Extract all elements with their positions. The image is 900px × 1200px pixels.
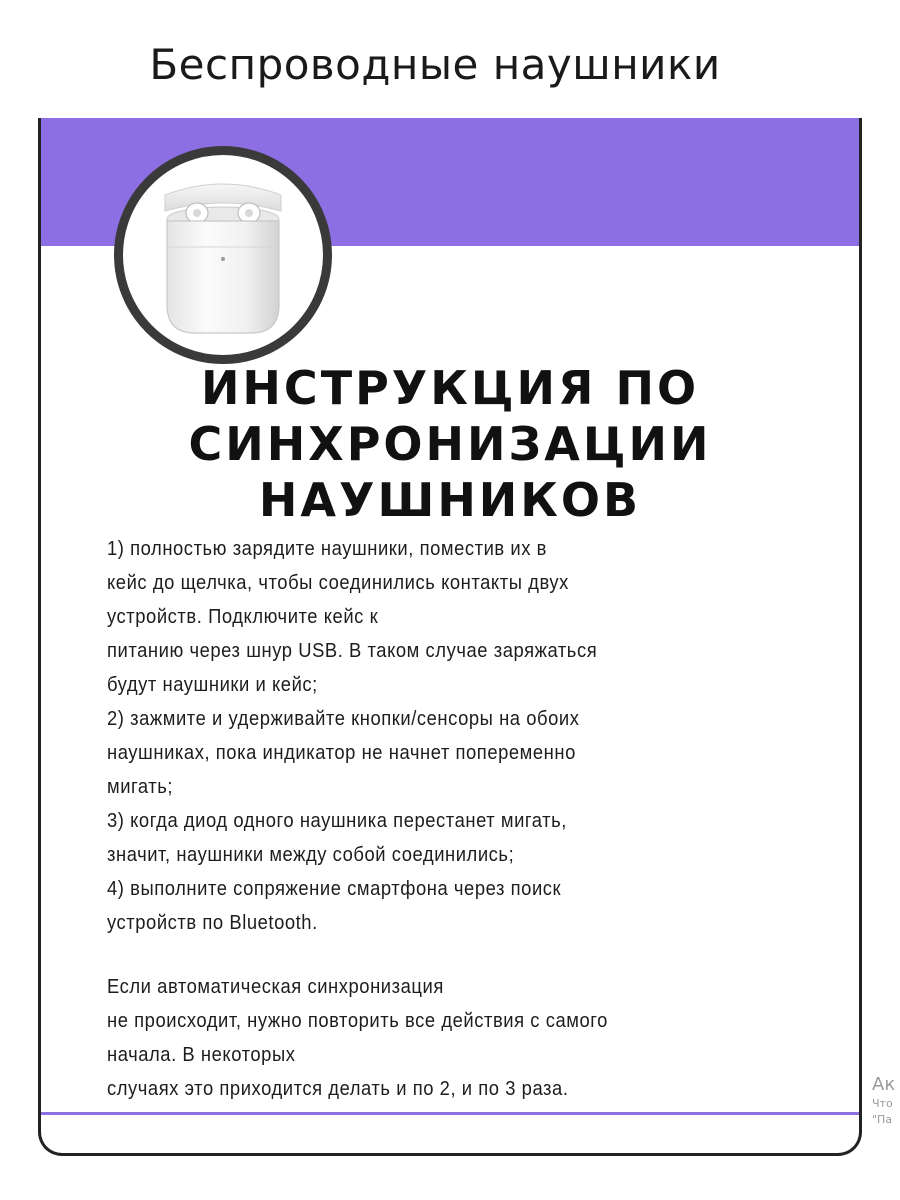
instruction-line: 2) зажмите и удерживайте кнопки/сенсоры на обоих	[107, 708, 580, 730]
paragraph-gap	[107, 940, 751, 970]
instruction-line: питанию через шнур USB. В таком случае заряжаться	[107, 640, 598, 662]
note-line: начала. В некоторых	[107, 1044, 296, 1066]
instruction-line: устройств. Подключите кейс к	[107, 606, 379, 628]
instruction-line: 3) когда диод одного наушника перестанет мигать,	[107, 810, 567, 832]
instruction-line: будут наушники и кейс;	[107, 674, 318, 696]
headline-line-1: ИНСТРУКЦИЯ ПО	[200, 361, 700, 415]
instruction-body	[107, 532, 751, 1106]
instruction-line: значит, наушники между собой соединились;	[107, 844, 515, 866]
overlay-line-2: Что	[872, 1097, 893, 1110]
overlay-line-3: "Па	[872, 1113, 893, 1126]
bottom-divider	[41, 1112, 859, 1115]
overlay-line-1: Ак	[872, 1074, 896, 1095]
instruction-line: наушниках, пока индикатор не начнет попеременно	[107, 742, 576, 764]
page-title: Беспроводные наушники	[149, 40, 721, 89]
note-line: Если автоматическая синхронизация	[107, 976, 444, 998]
side-overlay-text	[872, 1074, 900, 1128]
earbuds-case-icon	[123, 155, 323, 355]
instruction-headline	[41, 360, 859, 528]
note-line: случаях это приходится делать и по 2, и по 3 раза.	[107, 1078, 569, 1100]
note-line: не происходит, нужно повторить все действия с самого	[107, 1010, 608, 1032]
headline-line-3: НАУШНИКОВ	[258, 473, 642, 527]
product-image-frame	[114, 146, 332, 364]
instruction-line: 4) выполните сопряжение смартфона через поиск	[107, 878, 562, 900]
instruction-line: мигать;	[107, 776, 174, 798]
instruction-card	[38, 118, 862, 1156]
instruction-line: устройств по Bluetooth.	[107, 912, 318, 934]
instruction-line: 1) полностью зарядите наушники, поместив их в	[107, 538, 547, 560]
headline-line-2: СИНХРОНИЗАЦИИ	[188, 417, 712, 471]
instruction-line: кейс до щелчка, чтобы соединились контакты двух	[107, 572, 569, 594]
